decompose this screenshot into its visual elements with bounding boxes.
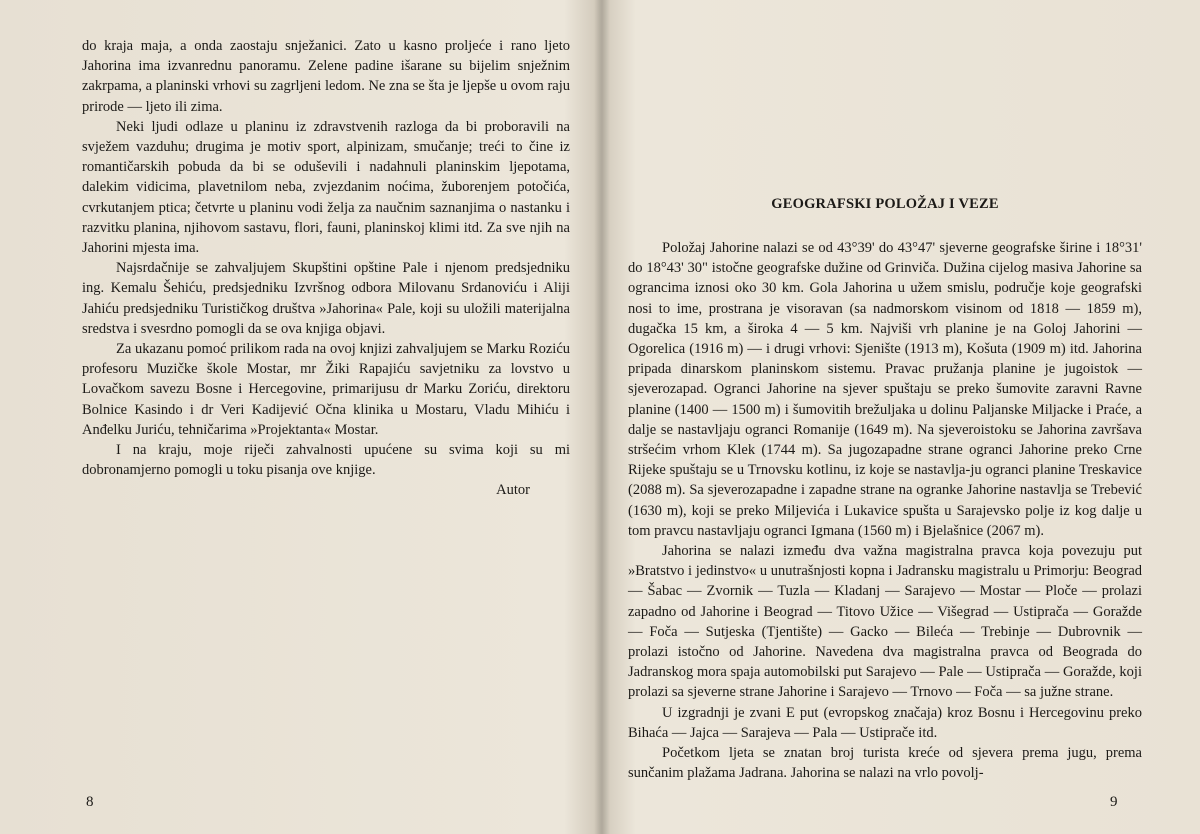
- paragraph: Najsrdačnije se zahvaljujem Skupštini opštine Pale i njenom predsjedniku ing. Kemalu Šehiću, predsjedniku Izvršnog odbora Milovanu Srdanoviću i Aliji Jahiću predsjedniku Turističkog društva »Jahorina« Pale, koji su uložili materijalna sredstva i svesrdno pomogli da se ova knjiga objavi.: [82, 260, 570, 337]
- right-page-text: [628, 238, 1142, 783]
- left-page-text: [82, 36, 570, 501]
- author-signature: Autor: [496, 482, 530, 499]
- paragraph: do kraja maja, a onda zaostaju snježanici. Zato u kasno proljeće i rano ljeto Jahorina ima izvanrednu panoramu. Zelene padine išarane su bijelim snježnim zakrpama, a planinski vrhovi su zagrljeni ledom. Ne zna se šta je ljepše u ovom raju prirode — ljeto ili zima.: [82, 38, 570, 115]
- paragraph: U izgradnji je zvani E put (evropskog značaja) kroz Bosnu i Hercegovinu preko Bihaća — Jajca — Sarajeva — Pala — Ustiprače itd.: [628, 704, 1142, 741]
- paragraph: Neki ljudi odlaze u planinu iz zdravstvenih razloga da bi proboravili na svježem vazduhu; drugima je motiv sport, alpinizam, smučanje; treći to čine iz romantičarskih pobuda da bi se oduševili i nadahnuli planinskim ljepotama, dalekim vidicima, plavetnilom neba, zvjezdanim noćima, žuborenjem potočića, cvrkutanjem ptica; četvrte u planinu vodi želja za naučnim saznanjima o nastanku i razvitku planina, njihovom sastavu, flori, fauni, planinskoj klimi itd. Za sve njih na Jahorini mjesta ima.: [82, 118, 570, 257]
- right-page: [600, 0, 1200, 834]
- paragraph: Jahorina se nalazi između dva važna magistralna pravca koja povezuju put »Bratstvo i jedinstvo« u unutrašnjosti kopna i Jadransku magistralu u Primorju: Beograd — Šabac — Zvornik — Tuzla — Kladanj — Sarajevo — Mostar — Ploče — prolazi zapadno od Jahorine i Beograd — Titovo Užice — Višegrad — Ustiprača — Goražde — Foča — Sutjeska (Tjentište) — Gacko — Bileća — Trebinje — Dubrovnik — prolazi istočno od Jahorine. Navedena dva magistralna pravca od Beograda do Jadranskog mora spaja automobilski put Sarajevo — Pale — Ustiprača — Goražde, koji prolazi sa sjeverne strane Jahorine i Sarajevo — Trnovo — Foča — sa južne strane.: [628, 543, 1142, 701]
- paragraph: Za ukazanu pomoć prilikom rada na ovoj knjizi zahvaljujem se Marku Roziću profesoru Muzičke škole Mostar, mr Žiki Rapajiću savjetniku za lovstvo u Lovačkom savezu Bosne i Hercegovine, primarijusu dr Marku Zoriću, direktoru Bolnice Kasindo i dr Veri Kadijević Očna klinika u Mostaru, Vladu Mihiću i Anđelku Juriću, tehničarima »Projektanta« Mostar.: [82, 341, 570, 438]
- paragraph: Početkom ljeta se znatan broj turista kreće od sjevera prema jugu, prema sunčanim plažama Jadrana. Jahorina se nalazi na vrlo povolj-: [628, 745, 1142, 782]
- chapter-heading: GEOGRAFSKI POLOŽAJ I VEZE: [771, 196, 999, 212]
- page-number: 8: [86, 794, 94, 810]
- page-number: 9: [1110, 794, 1118, 810]
- paragraph: Položaj Jahorine nalazi se od 43°39' do 43°47' sjeverne geografske širine i 18°31' do 18°43' 30" istočne geografske dužine od Grinviča. Dužina cijelog masiva Jahorine sa ograncima iznosi oko 30 km. Gola Jahorina u užem smislu, područje koje geografski nosi to ime, prostrana je visoravan (sa nadmorskom visinom od 1818 — 1859 m), dugačka 15 km, a široka 4 — 5 km. Najviši vrh planine je na Goloj Jahorini — Ogorelica (1916 m) — i drugi vrhovi: Sjenište (1913 m), Košuta (1909 m) itd. Jahorina pripada dinarskom planinskom sistemu. Pravac pružanja planine je jugoistok — sjeverozapad. Ogranci Jahorine na sjever spuštaju se preko šumovite zaravni Ravne planine (1400 — 1500 m) i šumovitih brežuljaka u dolinu Paljanske Miljacke i Praće, a dalje se nastavljaju ogranci Romanije (1649 m). Na sjeveroistoku se Jahorina završava stršećim vrhom Klek (1744 m). Sa jugozapadne strane ogranci Jahorine preko Crne Rijeke spuštaju se u Trnovsku kotlinu, iz koje se nastavlja-ju ogranci planine Treskavice (2088 m). Sa sjeverozapadne i zapadne strane na ogranke Jahorine nastavlja se Trebević (1630 m), koji se preko Miljevića i Lukavice spušta u Sarajevsko polje iz kog dalje u tom pravcu nastavljaju ogranci Igmana (1560 m) i Bjelašnice (2067 m).: [628, 240, 1142, 539]
- paragraph: I na kraju, moje riječi zahvalnosti upućene su svima koji su mi dobronamjerno pomogli u toku pisanja ove knjige.: [82, 442, 570, 479]
